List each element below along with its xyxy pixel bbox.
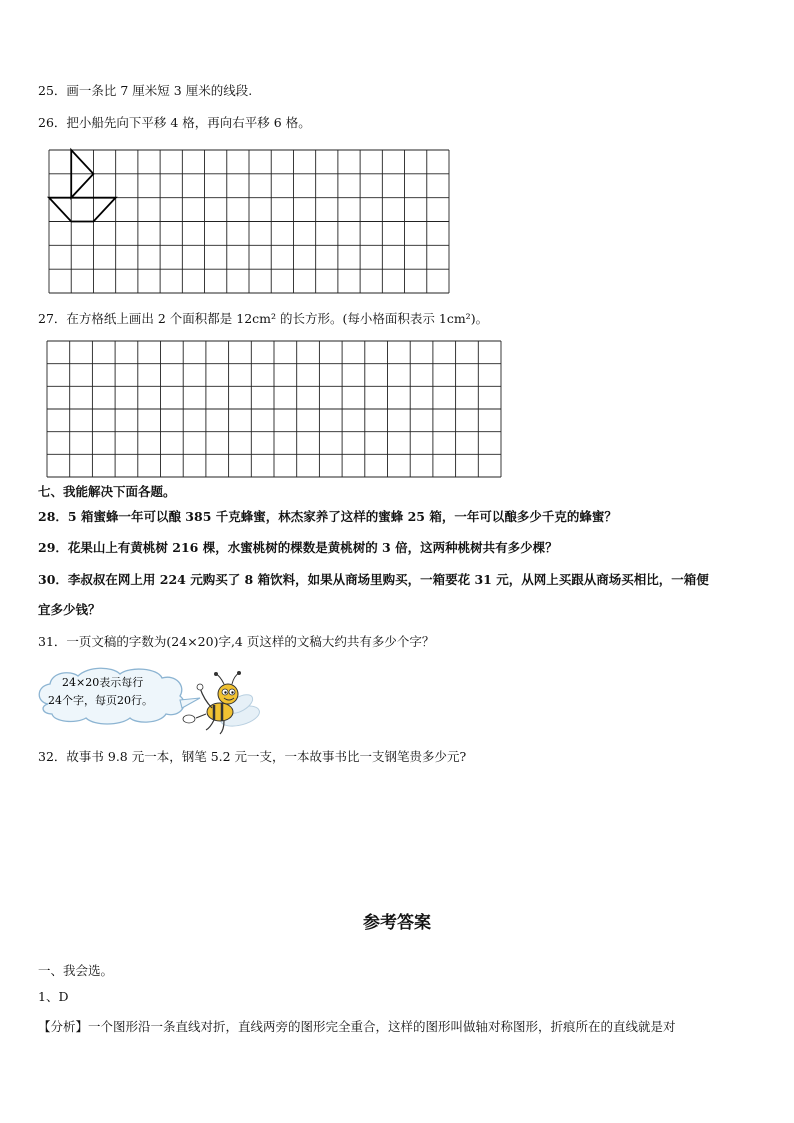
bubble-line-2: 24个字，每页20行。 <box>48 694 153 707</box>
question-31: 31．一页文稿的字数为(24×20)字,4 页这样的文稿大约共有多少个字？ <box>38 634 435 649</box>
answers-title: 参考答案 <box>363 913 431 933</box>
bee-hint-illustration <box>34 664 264 740</box>
question-29: 29．花果山上有黄桃树 216 棵，水蜜桃树的棵数是黄桃树的 3 倍，这两种桃树共有多少棵？ <box>38 540 558 555</box>
question-27: 27．在方格纸上画出 2 个面积都是 12cm² 的长方形。(每小格面积表示 1cm²)。 <box>38 311 489 326</box>
question-32: 32．故事书 9.8 元一本，钢笔 5.2 元一支，一本故事书比一支钢笔贵多少元? <box>38 749 467 764</box>
section-7-heading: 七、我能解决下面各题。 <box>38 484 176 499</box>
bubble-line-1: 24×20表示每行 <box>62 676 144 689</box>
answers-section-1: 一、我会选。 <box>38 963 114 978</box>
answer-1: 1、D <box>38 989 69 1004</box>
question-26: 26．把小船先向下平移 4 格，再向右平移 6 格。 <box>38 115 311 130</box>
cloud-bubble <box>39 668 200 724</box>
answer-analysis: 【分析】一个图形沿一条直线对折，直线两旁的图形完全重合，这样的图形叫做轴对称图形，折痕所在的直线就是对 <box>38 1019 676 1034</box>
boat-shape <box>49 150 116 222</box>
question-28: 28．5 箱蜜蜂一年可以酿 385 千克蜂蜜，林杰家养了这样的蜜蜂 25 箱，一年可以酿多少千克的蜂蜜？ <box>38 509 617 524</box>
question-25: 25．画一条比 7 厘米短 3 厘米的线段. <box>38 83 253 98</box>
grid-q27 <box>47 341 502 478</box>
bee-icon <box>183 671 262 734</box>
question-30-line-2: 宜多少钱？ <box>38 602 101 617</box>
grid-q26 <box>49 150 450 294</box>
question-30-line-1: 30．李叔叔在网上用 224 元购买了 8 箱饮料，如果从商场里购买，一箱要花 31 元，从网上买跟从商场买相比，一箱便 <box>38 572 709 587</box>
